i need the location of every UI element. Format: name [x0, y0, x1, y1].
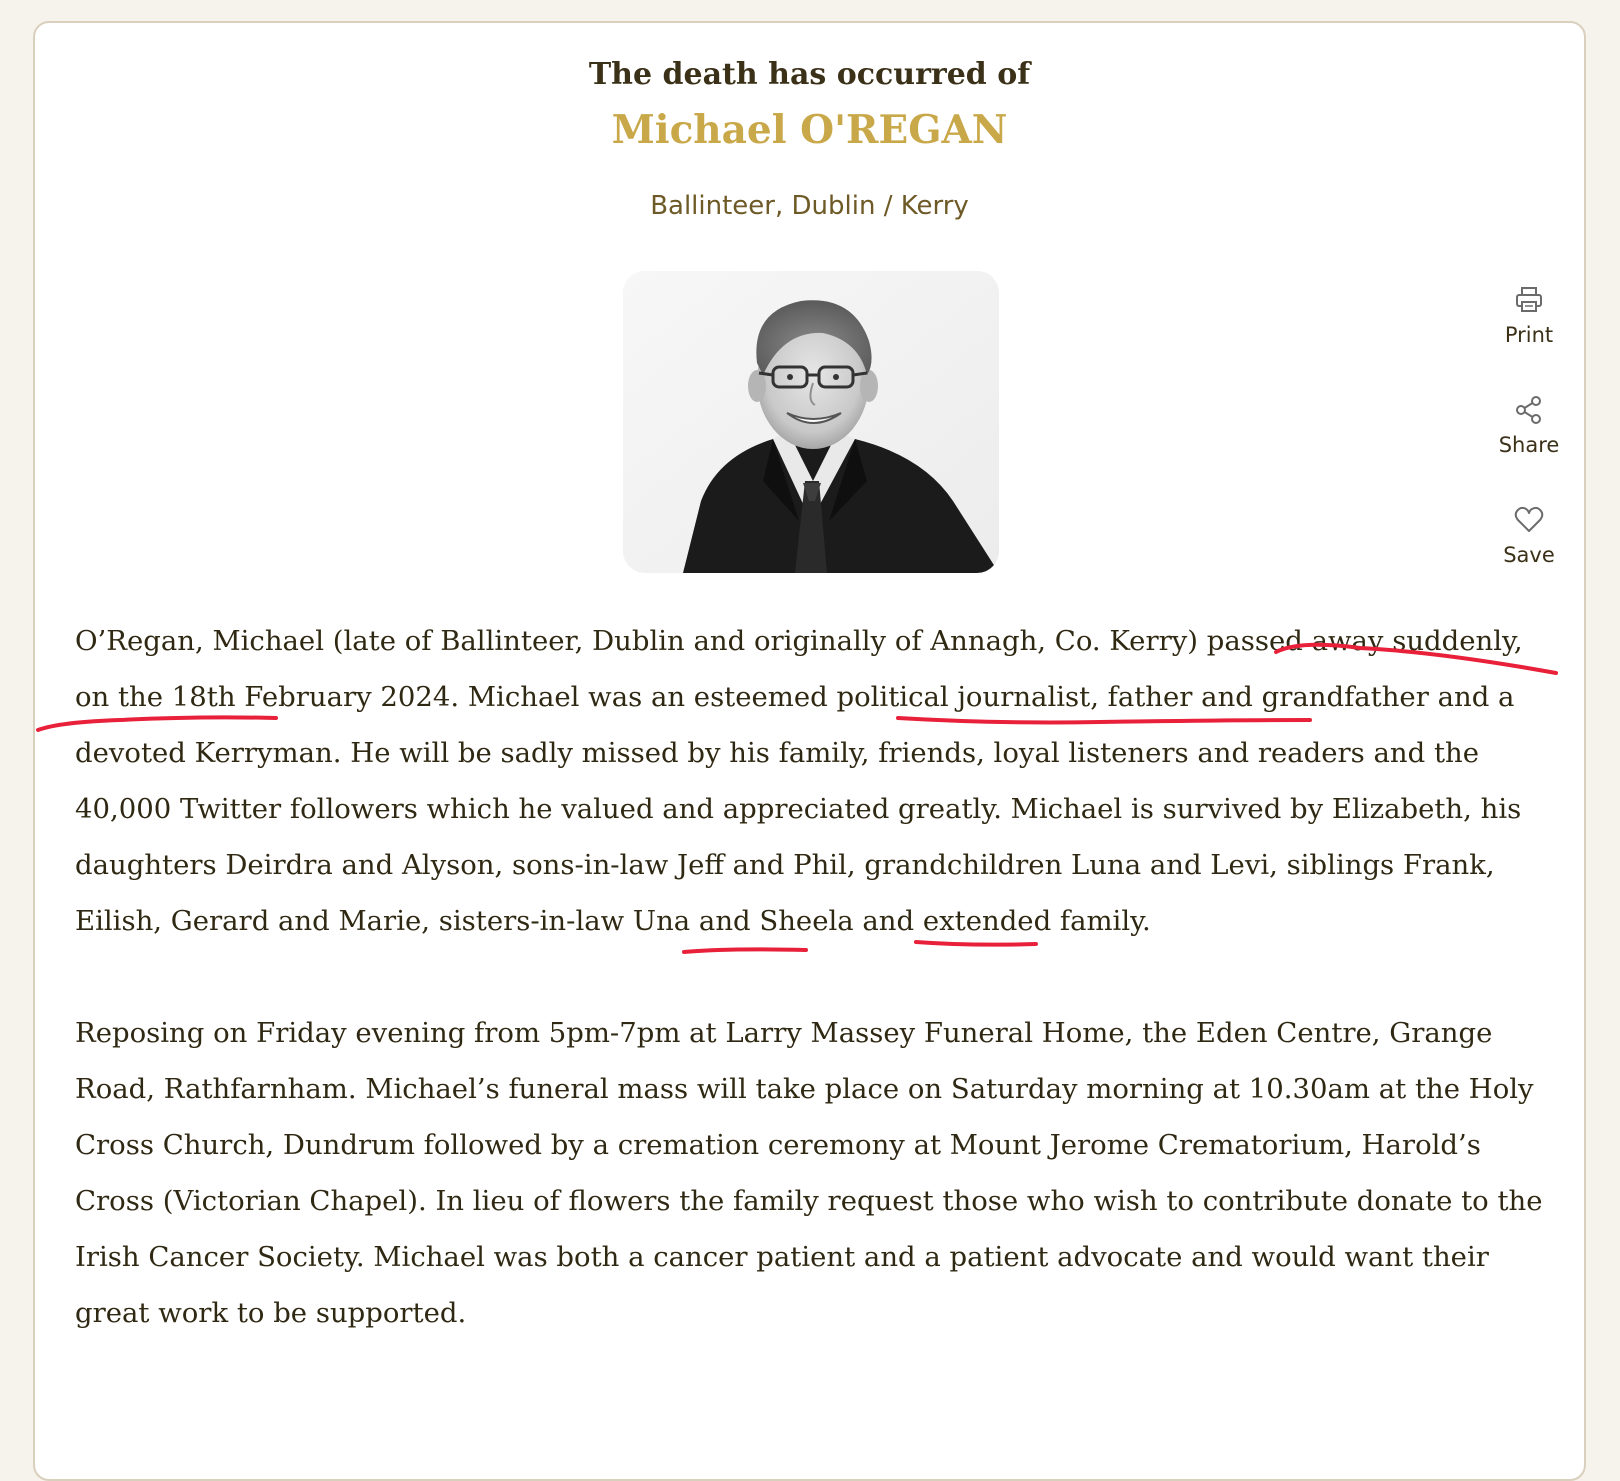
notice-body: [75, 613, 1545, 1397]
heart-icon: [1512, 503, 1546, 537]
printer-icon: [1512, 283, 1546, 317]
share-button[interactable]: [1475, 393, 1583, 457]
deceased-name: Michael O'REGAN: [611, 107, 1008, 153]
save-button[interactable]: [1475, 503, 1583, 567]
deceased-photo: [623, 271, 999, 573]
notice-paragraph-1: O’Regan, Michael (late of Ballinteer, Dublin and originally of Annagh, Co. Kerry) passed away suddenly, on the 18th February 2024. Michael was an esteemed political journalist, father and grandfather and a devoted Kerryman. He will be sadly missed by his family, friends, loyal listeners and readers and the 40,000 Twitter followers which he valued and appreciated greatly. Michael is survived by Elizabeth, his daughters Deirdra and Alyson, sons-in-law Jeff and Phil, grandchildren Luna and Levi, siblings Frank, Eilish, Gerard and Marie, sisters-in-law Una and Sheela and extended family.: [75, 625, 1523, 937]
print-button[interactable]: [1475, 283, 1583, 347]
notice-paragraph-2: Reposing on Friday evening from 5pm-7pm at Larry Massey Funeral Home, the Eden Centre, Grange Road, Rathfarnham. Michael’s funeral mass will take place on Saturday morning at 10.30am at the Holy Cross Church, Dundrum followed by a cremation ceremony at Mount Jerome Crematorium, Harold’s Cross (Victorian Chapel). In lieu of flowers the family request those who wish to contribute donate to the Irish Cancer Society. Michael was both a cancer patient and a patient advocate and would want their great work to be supported.: [75, 1017, 1543, 1329]
death-notice-card: [33, 21, 1586, 1481]
deceased-location: Ballinteer, Dublin / Kerry: [650, 191, 969, 221]
share-icon: [1512, 393, 1546, 427]
notice-pre-title: The death has occurred of: [588, 57, 1031, 92]
save-label: Save: [1503, 543, 1555, 567]
share-label: Share: [1498, 433, 1560, 457]
print-label: Print: [1504, 323, 1554, 347]
